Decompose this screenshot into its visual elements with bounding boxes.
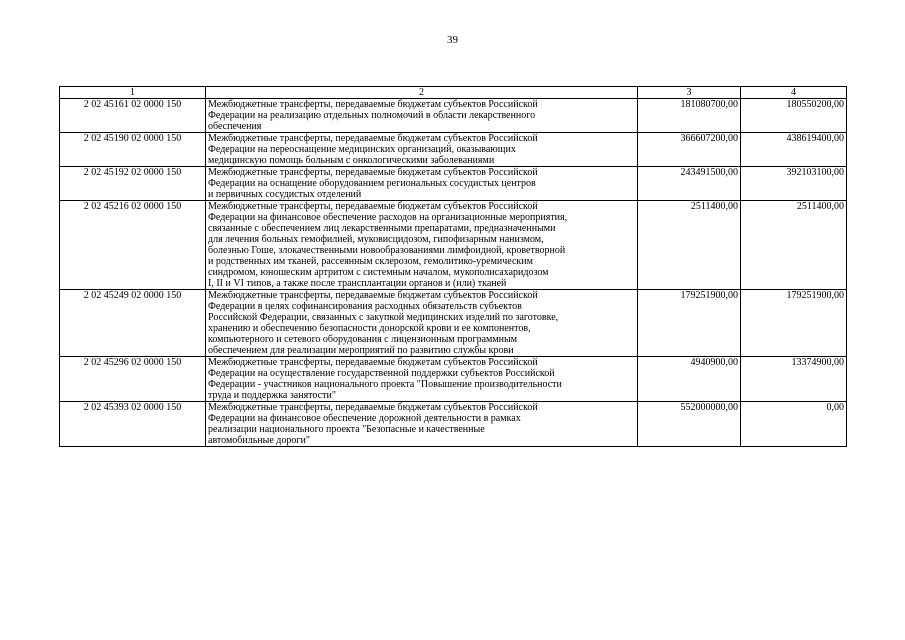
- description-line: хранению и обеспечению безопасности донорской крови и ее компонентов,: [208, 323, 531, 334]
- amount-col4-cell: 2511400,00: [741, 201, 847, 290]
- description-line: болезнью Гоше, злокачественными новообразованиями лимфоидной, кроветворной: [208, 245, 566, 256]
- table-row: [60, 290, 847, 357]
- page-number: 39: [447, 34, 458, 46]
- amount-col4-cell: 180550200,00: [741, 99, 847, 133]
- description-line: связанные с обеспечением лиц лекарственными препаратами, предназначенными: [208, 223, 556, 234]
- description-line: Межбюджетные трансферты, передаваемые бюджетам субъектов Российской: [208, 201, 538, 212]
- description-line: Межбюджетные трансферты, передаваемые бюджетам субъектов Российской: [208, 99, 538, 110]
- description-line: Федерации на оснащение оборудованием региональных сосудистых центров: [208, 178, 536, 189]
- description-line: Межбюджетные трансферты, передаваемые бюджетам субъектов Российской: [208, 290, 538, 301]
- amount-col4-cell: 13374900,00: [741, 357, 847, 402]
- budget-code-cell: 2 02 45190 02 0000 150: [60, 133, 206, 167]
- description-line: Межбюджетные трансферты, передаваемые бюджетам субъектов Российской: [208, 133, 538, 144]
- table-body: [60, 99, 847, 447]
- description-cell: [206, 167, 638, 201]
- description-line: реализации национального проекта "Безопасные и качественные: [208, 424, 485, 435]
- header-cell-4: 4: [741, 87, 847, 99]
- description-line: синдромом, юношеским артритом с системным началом, мукополисахаридозом: [208, 267, 549, 278]
- description-line: компьютерного и сетевого оборудования с лицензионным программным: [208, 334, 518, 345]
- header-cell-2: 2: [206, 87, 638, 99]
- budget-code-cell: 2 02 45161 02 0000 150: [60, 99, 206, 133]
- description-line: Межбюджетные трансферты, передаваемые бюджетам субъектов Российской: [208, 402, 538, 413]
- description-cell: [206, 133, 638, 167]
- description-cell: [206, 402, 638, 447]
- description-line: Федерации в целях софинансирования расходных обязательств субъектов: [208, 301, 522, 312]
- amount-col3-cell: 552000000,00: [638, 402, 741, 447]
- header-cell-1: 1: [60, 87, 206, 99]
- description-line: и родственных им тканей, рассеянным склерозом, гемолитико-уремическим: [208, 256, 533, 267]
- amount-col3-cell: 243491500,00: [638, 167, 741, 201]
- table-row: [60, 133, 847, 167]
- amount-col3-cell: 179251900,00: [638, 290, 741, 357]
- description-line: Федерации на финансовое обеспечение расходов на организационные мероприятия,: [208, 212, 568, 223]
- description-line: для лечения больных гемофилией, муковисцидозом, гипофизарным нанизмом,: [208, 234, 544, 245]
- amount-col3-cell: 181080700,00: [638, 99, 741, 133]
- description-cell: [206, 99, 638, 133]
- description-line: Федерации на осуществление государственной поддержки субъектов Российской: [208, 368, 555, 379]
- description-line: Федерации на реализацию отдельных полномочий в области лекарственного: [208, 110, 536, 121]
- description-line: Федерации на финансовое обеспечение дорожной деятельности в рамках: [208, 413, 521, 424]
- table-row: [60, 402, 847, 447]
- description-cell: [206, 357, 638, 402]
- budget-code-cell: 2 02 45192 02 0000 150: [60, 167, 206, 201]
- description-line: труда и поддержка занятости": [208, 390, 336, 401]
- description-line: Российской Федерации, связанных с закупкой медицинских изделий по заготовке,: [208, 312, 559, 323]
- description-cell: [206, 201, 638, 290]
- table-row: [60, 357, 847, 402]
- amount-col4-cell: 179251900,00: [741, 290, 847, 357]
- description-line: медицинскую помощь больным с онкологическими заболеваниями: [208, 155, 495, 166]
- amount-col3-cell: 366607200,00: [638, 133, 741, 167]
- description-cell: [206, 290, 638, 357]
- description-line: I, II и VI типов, а также после трансплантации органов и (или) тканей: [208, 278, 507, 289]
- description-line: обеспечением для реализации мероприятий по развитию службы крови: [208, 345, 514, 356]
- table-header-row: [60, 87, 847, 99]
- budget-table: [59, 86, 847, 447]
- description-line: Межбюджетные трансферты, передаваемые бюджетам субъектов Российской: [208, 357, 538, 368]
- amount-col4-cell: 392103100,00: [741, 167, 847, 201]
- amount-col3-cell: 4940900,00: [638, 357, 741, 402]
- table-row: [60, 167, 847, 201]
- amount-col4-cell: 0,00: [741, 402, 847, 447]
- budget-code-cell: 2 02 45216 02 0000 150: [60, 201, 206, 290]
- description-line: Федерации - участников национального проекта "Повышение производительности: [208, 379, 562, 390]
- amount-col3-cell: 2511400,00: [638, 201, 741, 290]
- description-line: автомобильные дороги": [208, 435, 310, 446]
- description-line: и первичных сосудистых отделений: [208, 189, 362, 200]
- header-cell-3: 3: [638, 87, 741, 99]
- table-row: [60, 201, 847, 290]
- description-line: обеспечения: [208, 121, 262, 132]
- table-row: [60, 99, 847, 133]
- description-line: Межбюджетные трансферты, передаваемые бюджетам субъектов Российской: [208, 167, 538, 178]
- budget-code-cell: 2 02 45296 02 0000 150: [60, 357, 206, 402]
- description-line: Федерации на переоснащение медицинских организаций, оказывающих: [208, 144, 516, 155]
- amount-col4-cell: 438619400,00: [741, 133, 847, 167]
- budget-code-cell: 2 02 45393 02 0000 150: [60, 402, 206, 447]
- budget-code-cell: 2 02 45249 02 0000 150: [60, 290, 206, 357]
